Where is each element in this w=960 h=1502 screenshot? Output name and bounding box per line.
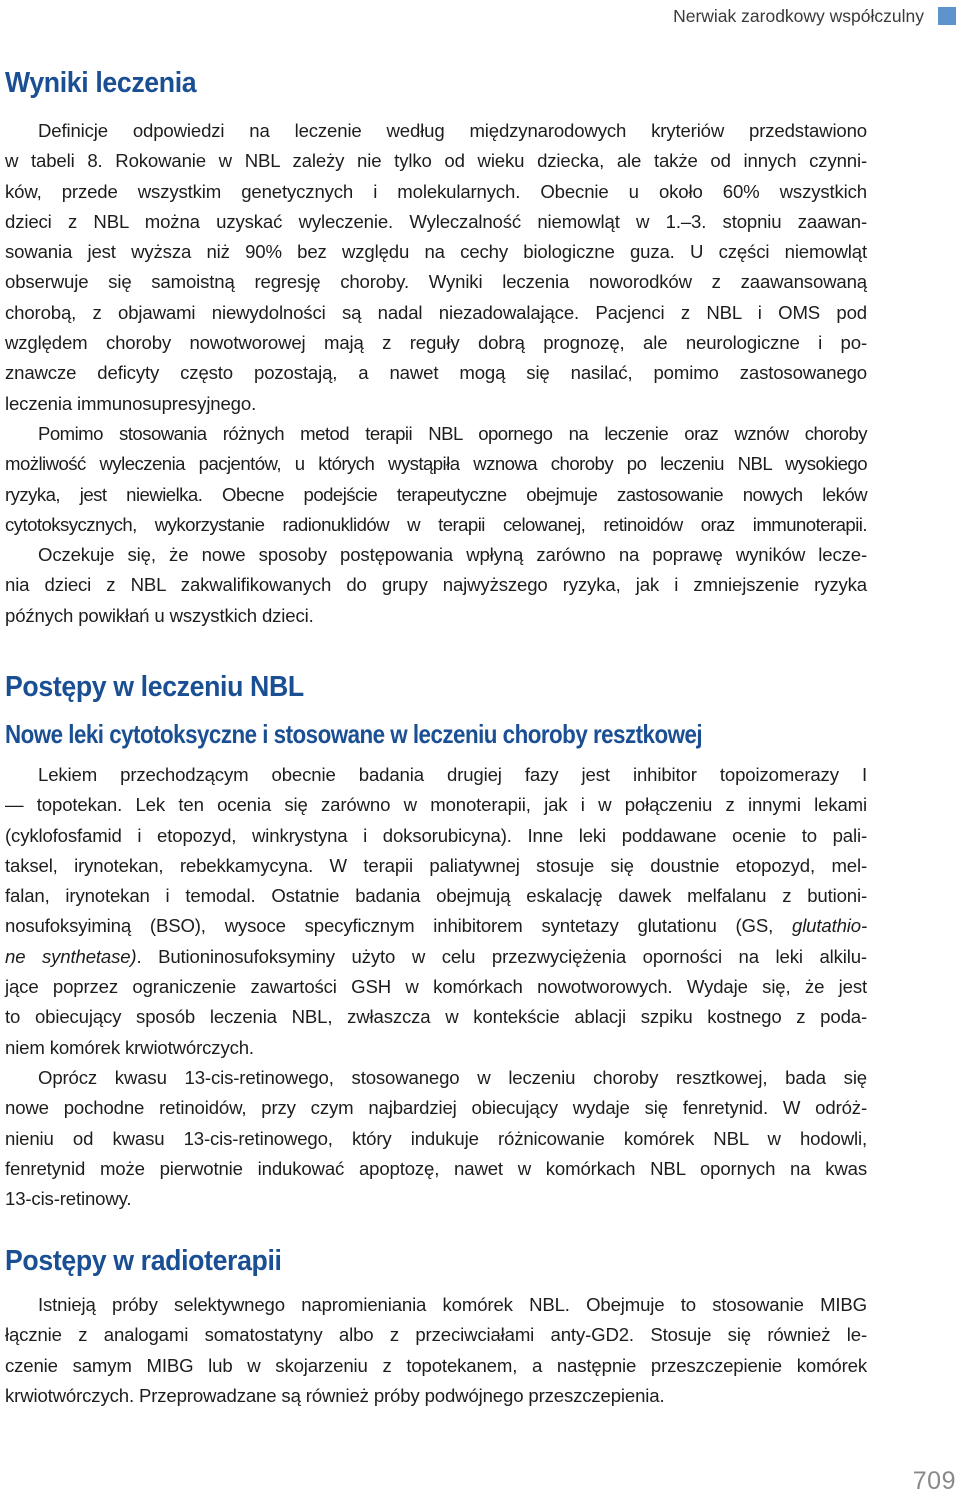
text-line: znawcze deficyty często pozostają, a nawet mogą się nasilać, pomimo zastosowanego [5, 362, 867, 384]
text-line: fenretynid może pierwotnie indukować apoptozę, nawet w komórkach NBL opornych na kwas [5, 1157, 867, 1179]
running-title: Nerwiak zarodkowy współczulny [673, 5, 924, 26]
text-line: falan, irynotekan i temodal. Ostatnie badania obejmują eskalację dawek melfalanu z butioni- [5, 885, 867, 907]
text-line: obserwuje się samoistną regresję choroby. Wyniki leczenia noworodków z zaawansowaną [5, 271, 867, 293]
text-run: . Butioninosufoksyminy użyto w celu przezwyciężenia oporności na leki alkilu- [136, 945, 867, 967]
text-line: Oczekuje się, że nowe sposoby postępowania wpłyną zarówno na poprawę wyników lecze- [38, 544, 867, 565]
paragraph-postepy-2 [5, 1063, 867, 1214]
text-line: łącznie z analogami somatostatyny albo z przeciwciałami anty-GD2. Stosuje się również le- [5, 1324, 867, 1346]
text-line: chorobą, z objawami niewydolności są nadal niezadowalające. Pacjenci z NBL i OMS pod [5, 301, 867, 323]
text-line: jące poprzez ograniczenie zawartości GSH w komórkach nowotworowych. Wydaje się, że jest [5, 976, 867, 998]
section-title-wyniki: Wyniki leczenia [5, 67, 197, 99]
text-line: krwiotwórczych. Przeprowadzane są również próby podwójnego przeszczepienia. [5, 1384, 665, 1406]
text-line: — topotekan. Lek ten ocenia się zarówno w monoterapii, jak i w połączeniu z innymi lekami [5, 794, 867, 816]
section-title-radioterapia: Postępy w radioterapii [5, 1245, 282, 1277]
running-header [673, 5, 960, 27]
text-line: Oprócz kwasu 13-cis-retinowego, stosowanego w leczeniu choroby resztkowej, bada się [38, 1067, 867, 1088]
text-line: możliwość wyleczenia pacjentów, u których wystąpiła wznowa choroby po leczeniu NBL wysokiego [5, 453, 867, 475]
text-line-mixed [5, 942, 867, 972]
text-line: nieniu od kwasu 13-cis-retinowego, który indukuje różnicowanie komórek NBL w hodowli, [5, 1127, 867, 1149]
text-line: leczenia immunosupresyjnego. [5, 392, 257, 414]
text-run: nosufoksyiminą (BSO), wysoce specyficznym inhibitorem syntetazy glutationu (GS, [5, 915, 792, 937]
text-line: taksel, irynotekan, rebekkamycyna. W terapii paliatywnej stosuje się doustnie etopozyd, mel- [5, 854, 867, 876]
text-line: względem choroby nowotworowej mają z reguły dobrą prognozę, ale neurologiczne i po- [5, 332, 867, 354]
text-line-mixed [5, 911, 867, 941]
text-line: czenie samym MIBG lub w skojarzeniu z topotekanem, a następnie przeszczepienie komórek [5, 1354, 867, 1376]
paragraph-radio-1 [5, 1290, 867, 1411]
text-line: to obiecujący sposób leczenia NBL, zwłaszcza w kontekście ablacji szpiku kostnego z poda- [5, 1006, 867, 1028]
text-line: w tabeli 8. Rokowanie w NBL zależy nie tylko od wieku dziecka, ale także od innych czynni- [5, 150, 867, 172]
text-line: niem komórek krwiotwórczych. [5, 1036, 254, 1058]
paragraph-wyniki-1 [5, 116, 867, 419]
text-line: dzieci z NBL można uzyskać wyleczenie. Wyleczalność niemowląt w 1.–3. stopniu zaawan- [5, 210, 867, 232]
text-line: nia dzieci z NBL zakwalifikowanych do grupy najwyższego ryzyka, jak i zmniejszenie ryzyka [5, 574, 867, 596]
text-line: (cyklofosfamid i etopozyd, winkrystyna i doksorubicyna). Inne leki poddawane ocenie to pali- [5, 824, 867, 846]
section-title-postepy: Postępy w leczeniu NBL [5, 671, 304, 703]
text-line: Definicje odpowiedzi na leczenie według międzynarodowych kryteriów przedstawiono [38, 120, 867, 141]
text-line: ków, przede wszystkim genetycznych i molekularnych. Obecnie u około 60% wszystkich [5, 180, 867, 202]
text-line: późnych powikłań u wszystkich dzieci. [5, 604, 314, 626]
text-line: Istnieją próby selektywnego napromieniania komórek NBL. Obejmuje to stosowanie MIBG [38, 1294, 867, 1315]
page-number: 709 [912, 1467, 956, 1495]
text-line: Pomimo stosowania różnych metod terapii NBL opornego na leczenie oraz wznów choroby [38, 423, 867, 444]
subsection-title-leki: Nowe leki cytotoksyczne i stosowane w leczeniu choroby resztkowej [5, 719, 703, 749]
text-line: ryzyka, jest niewielka. Obecne podejście terapeutyczne obejmuje zastosowanie nowych leków [5, 483, 867, 505]
paragraph-wyniki-2 [5, 419, 867, 540]
text-line: cytotoksycznych, wykorzystanie radionuklidów w terapii celowanej, retinoidów oraz immunoterapii. [5, 513, 867, 535]
text-line: nowe pochodne retinoidów, przy czym najbardziej obiecujący wydaje się fenretynid. W odróż- [5, 1097, 867, 1119]
italic-term: glutathio- [792, 915, 867, 937]
text-line: 13-cis-retinowy. [5, 1188, 132, 1210]
paragraph-postepy-1 [5, 760, 867, 1063]
text-line: sowania jest wyższa niż 90% bez względu na cechy biologiczne guza. U części niemowląt [5, 241, 867, 263]
paragraph-wyniki-3 [5, 540, 867, 631]
italic-term: ne synthetase) [5, 945, 137, 967]
text-line: Lekiem przechodzącym obecnie badania drugiej fazy jest inhibitor topoizomerazy I [38, 764, 867, 785]
header-square-icon [938, 7, 956, 25]
